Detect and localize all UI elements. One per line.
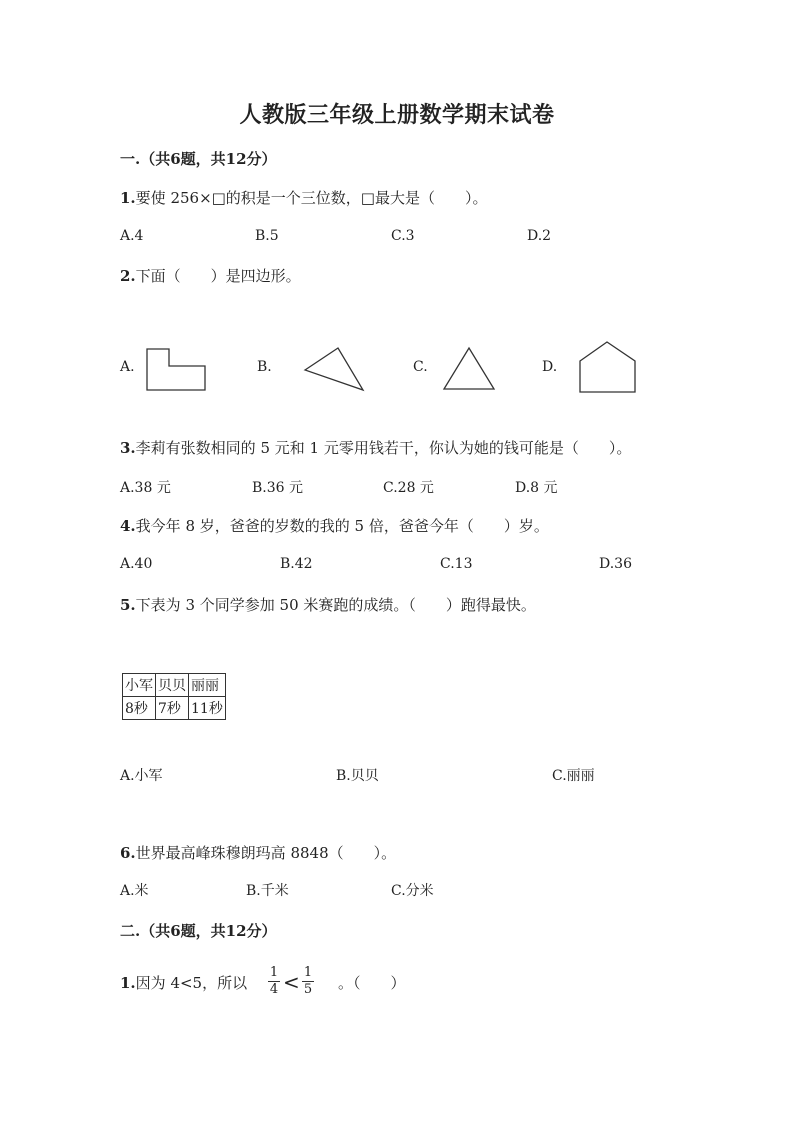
question-5 <box>120 594 536 615</box>
q2-option-c[interactable]: C. <box>413 359 428 375</box>
q5-option-b[interactable]: B.贝贝 <box>336 768 379 784</box>
question-3 <box>120 437 631 458</box>
question-text: 下面（ ）是四边形。 <box>135 267 301 285</box>
fraction-right <box>302 966 314 997</box>
fraction-denominator: 5 <box>303 982 313 997</box>
q2-shapes <box>140 340 660 400</box>
triangle-figure-b <box>305 348 363 390</box>
q2-option-a[interactable]: A. <box>120 359 135 375</box>
q4-option-c[interactable]: C.13 <box>440 556 473 572</box>
q1-option-d[interactable]: D.2 <box>527 228 552 244</box>
question-text: 李莉有张数相同的 5 元和 1 元零用钱若干，你认为她的钱可能是（ ）。 <box>135 439 632 457</box>
table-row <box>123 697 226 720</box>
fraction-numerator: 1 <box>303 965 313 980</box>
q5-option-c[interactable]: C.丽丽 <box>552 768 595 784</box>
table-cell: 11秒 <box>189 697 226 720</box>
question-number: 2. <box>120 267 136 285</box>
q2-option-d[interactable]: D. <box>542 359 558 375</box>
relation-sign: < <box>283 970 300 994</box>
q4-option-b[interactable]: B.42 <box>280 556 313 572</box>
question-number: 1. <box>120 189 136 207</box>
question-number: 5. <box>120 596 136 614</box>
q4-option-d[interactable]: D.36 <box>599 556 632 572</box>
question-number: 4. <box>120 517 136 535</box>
q2-option-b[interactable]: B. <box>257 359 272 375</box>
race-results-table <box>122 673 226 720</box>
q3-option-d[interactable]: D.8 元 <box>515 480 558 496</box>
table-cell: 小军 <box>123 674 156 697</box>
question-1 <box>120 187 488 208</box>
table-cell: 贝贝 <box>156 674 189 697</box>
q6-option-c[interactable]: C.分米 <box>391 883 434 899</box>
q1-option-c[interactable]: C.3 <box>391 228 415 244</box>
page-title: 人教版三年级上册数学期末试卷 <box>239 102 555 128</box>
question-6 <box>120 842 396 863</box>
question-text: 下表为 3 个同学参加 50 米赛跑的成绩。（ ）跑得最快。 <box>135 596 536 614</box>
q3-option-c[interactable]: C.28 元 <box>383 480 434 496</box>
q3-option-b[interactable]: B.36 元 <box>252 480 304 496</box>
question-text: 要使 256×□的积是一个三位数，□最大是（ ）。 <box>135 189 488 207</box>
q6-option-a[interactable]: A.米 <box>120 883 149 899</box>
section-heading-2: 二.（共6题，共12分） <box>120 922 277 940</box>
table-cell: 8秒 <box>123 697 156 720</box>
question-number: 1. <box>120 974 136 992</box>
question-4 <box>120 515 549 536</box>
q6-option-b[interactable]: B.千米 <box>246 883 289 899</box>
question-number: 6. <box>120 844 136 862</box>
question-text: 世界最高峰珠穆朗玛高 8848（ ）。 <box>135 844 397 862</box>
question-tail: 。（ ） <box>338 974 406 992</box>
question-text: 因为 4<5，所以 <box>135 974 248 992</box>
question-s2-1 <box>120 972 247 993</box>
fraction-left <box>268 966 280 997</box>
pentagon-figure <box>580 342 635 392</box>
l-shape-figure <box>147 349 205 390</box>
table-cell: 7秒 <box>156 697 189 720</box>
question-number: 3. <box>120 439 136 457</box>
q1-option-b[interactable]: B.5 <box>255 228 279 244</box>
question-2 <box>120 265 301 286</box>
section-heading-1: 一.（共6题，共12分） <box>120 150 277 168</box>
fraction-numerator: 1 <box>269 965 279 980</box>
table-cell: 丽丽 <box>189 674 226 697</box>
q1-option-a[interactable]: A.4 <box>120 228 144 244</box>
triangle-figure-c <box>444 348 494 389</box>
fraction-denominator: 4 <box>269 982 279 997</box>
table-row <box>123 674 226 697</box>
q3-option-a[interactable]: A.38 元 <box>120 480 171 496</box>
q4-option-a[interactable]: A.40 <box>120 556 153 572</box>
question-text: 我今年 8 岁，爸爸的岁数的我的 5 倍，爸爸今年（ ）岁。 <box>135 517 549 535</box>
q5-option-a[interactable]: A.小军 <box>120 768 163 784</box>
